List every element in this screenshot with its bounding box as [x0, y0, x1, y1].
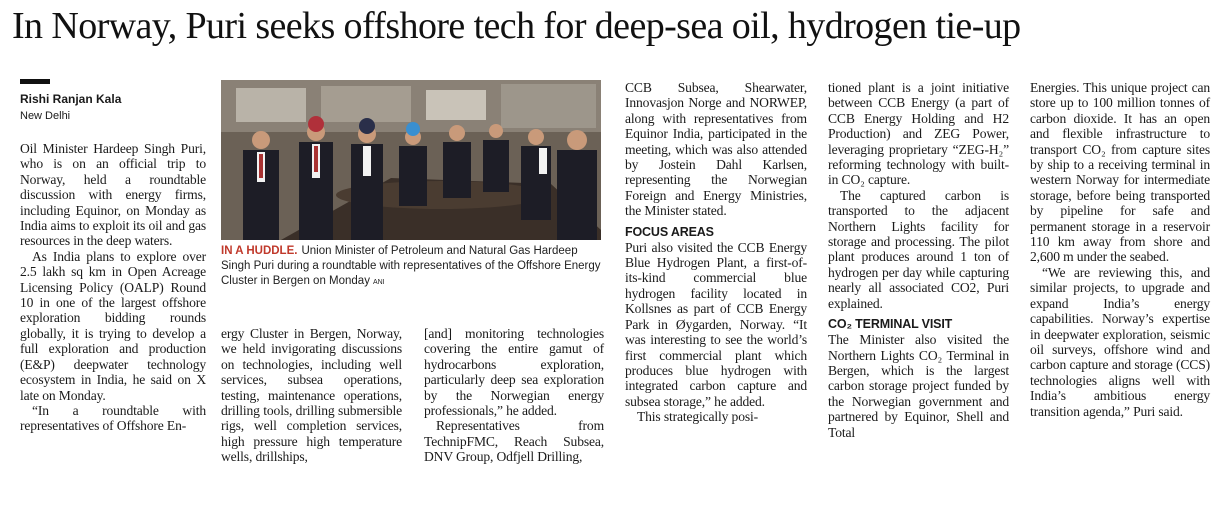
- paragraph: Oil Minister Hardeep Singh Puri, who is on an official trip to Norway, held a roundtable discussion with energy firms, including Equinor, on Monday as India aims to exploit its oil and gas resources in the deep waters.: [20, 141, 206, 249]
- headline: In Norway, Puri seeks offshore tech for deep-sea oil, hydrogen tie-up: [12, 5, 1021, 47]
- paragraph: “In a roundtable with representatives of Offshore En-: [20, 402, 206, 434]
- paragraph: [and] monitoring technologies covering the entire gamut of hydrocarbons exploration, particularly deep sea exploration by the Norwegian energy professionals,” he added.: [424, 326, 604, 419]
- photo-caption: [221, 244, 601, 290]
- paragraph: The captured carbon is transported to the adjacent Northern Lights facility for storage and processing. The pilot plant produces around 1 ton of hydrogen per day while capturing nearly all associated CO2, Puri explained.: [828, 187, 1009, 311]
- photo-credit: ANI: [372, 279, 385, 286]
- paragraph: tioned plant is a joint initiative between CCB Energy (a part of CCB Energy Holding and H2 Production) and ZEG Power, leveraging proprietary “ZEG-H₂” reforming technology with built-in CO₂ capture.: [828, 80, 1009, 188]
- paragraph: ergy Cluster in Bergen, Norway, we held invigorating discussions on technologies, including well services, subsea operations, testing, maintenance operations, drilling tools, drilling submersible rigs, well completion services, high pressure high temperature wells, drillships,: [221, 326, 402, 465]
- byline-rule: [20, 79, 50, 84]
- column-1: [20, 141, 206, 434]
- paragraph: The Minister also visited the Northern Lights CO₂ Terminal in Bergen, which is the largest carbon storage project funded by the Norwegian government and partnered by Equinor, Shell and Total: [828, 332, 1009, 440]
- paragraph: Energies. This unique project can store up to 100 million tonnes of carbon dioxide. It has an open and flexible infrastructure to transport CO₂ from capture sites by ship to a receiving terminal in western Norway for intermediate storage, before being transported by pipeline for safe and permanent storage in a reservoir 110 km away from shore and 2,600 m under the seabed.: [1030, 80, 1210, 265]
- column-4: [625, 80, 807, 425]
- caption-kicker: IN A HUDDLE.: [221, 245, 298, 257]
- section-heading: FOCUS AREAS: [625, 224, 714, 239]
- news-photo: [221, 80, 601, 240]
- dateline: New Delhi: [20, 110, 71, 122]
- section-heading: CO₂ TERMINAL VISIT: [828, 317, 953, 332]
- roundtable-photo-illustration: [221, 80, 601, 240]
- paragraph: Representatives from TechnipFMC, Reach Subsea, DNV Group, Odfjell Drilling,: [424, 418, 604, 465]
- column-2: [221, 326, 402, 465]
- paragraph: As India plans to explore over 2.5 lakh sq km in Open Acreage Licensing Policy (OALP) Round 10 in one of the largest offshore exploration bidding rounds globally, it is trying to develop a full exploration and production (E&P) deepwater technology ecosystem in India, he said on X late on Monday.: [20, 248, 206, 403]
- paragraph: CCB Subsea, Shearwater, Innovasjon Norge and NORWEP, along with representatives from Equinor India, participated in the meeting, which was also attended by Jostein Dahl Karlsen, representing the Norwegian Foreign and Energy Ministries, the Minister stated.: [625, 80, 807, 219]
- byline: Rishi Ranjan Kala: [20, 92, 122, 106]
- column-6: [1030, 80, 1210, 419]
- caption-text: Union Minister of Petroleum and Natural Gas Hardeep Singh Puri during a roundtable with representatives of the Offshore Energy Cluster in Bergen on Monday: [221, 245, 601, 287]
- paragraph: This strategically posi-: [637, 409, 758, 425]
- column-3: [424, 326, 604, 465]
- column-5: [828, 80, 1009, 440]
- paragraph: “We are reviewing this, and similar projects, to upgrade and expand India’s energy capabilities. Norway’s expertise in deepwater exploration, seismic oil surveys, offshore wind and carbon capture and storage (CCS) technologies aligns well with India’s ambitious energy transition agenda,” Puri said.: [1030, 264, 1210, 419]
- paragraph: Puri also visited the CCB Energy Blue Hydrogen Plant, a first-of-its-kind commercial blue hydrogen facility located in Kollsnes as part of CCB Energy Park in Øygarden, Norway. “It was interesting to see the world’s first commercial plant which produces blue hydrogen with integrated carbon capture and subsea storage,” he added.: [625, 239, 807, 409]
